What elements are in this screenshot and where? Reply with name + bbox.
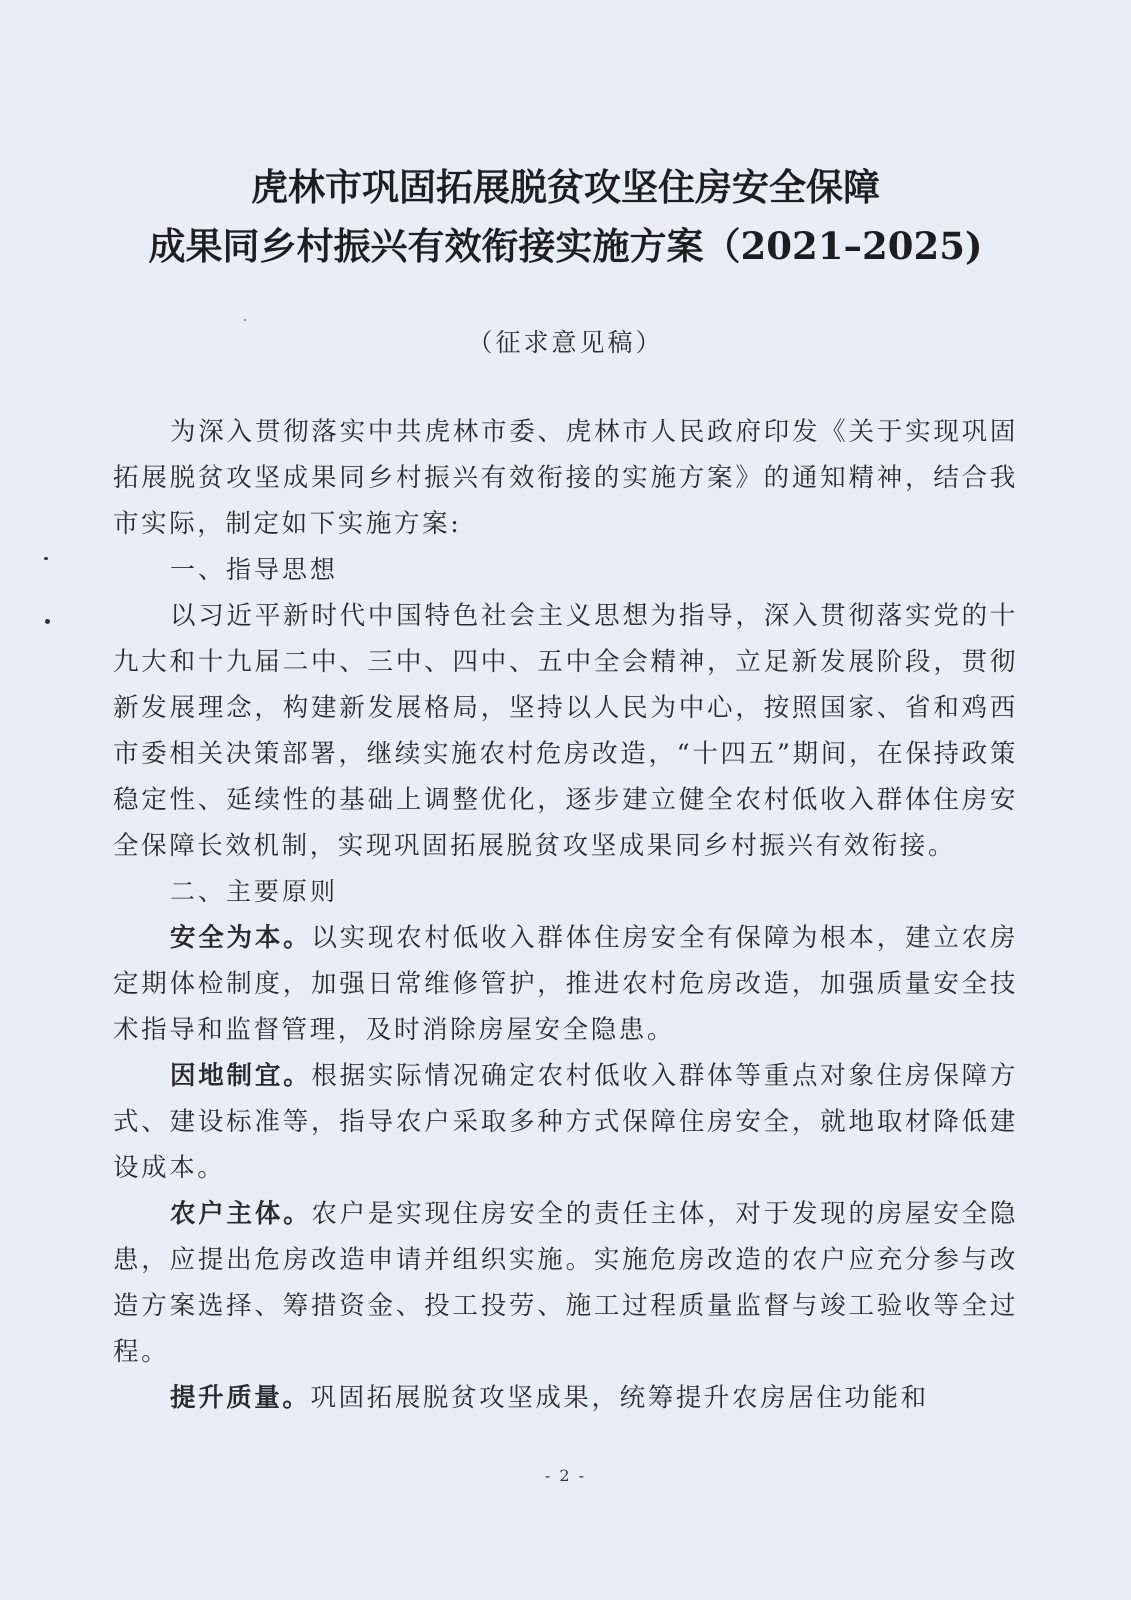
document-title-line-1: 虎林市巩固拓展脱贫攻坚住房安全保障 bbox=[251, 165, 880, 209]
principle-paragraph bbox=[113, 1053, 1018, 1191]
principle-paragraph bbox=[113, 1375, 1018, 1421]
principle-text: 根据实际情况确定农村低收入群体等重点对象住房保障方式、建设标准等，指导农户采取多种方式保障住房安全，就地取材降低建设成本。 bbox=[113, 1061, 1018, 1183]
scan-speck bbox=[45, 619, 50, 624]
principle-paragraph bbox=[113, 1191, 1018, 1375]
scan-speck bbox=[244, 319, 246, 321]
page-number: - 2 - bbox=[544, 1466, 587, 1485]
document-title-line-2: 成果同乡村振兴有效衔接实施方案（2021–2025) bbox=[148, 224, 983, 268]
document-body bbox=[113, 409, 1018, 1421]
principle-paragraph bbox=[113, 915, 1018, 1053]
section-heading-main-principles: 二、主要原则 bbox=[170, 877, 339, 906]
principle-lead: 农户主体。 bbox=[170, 1199, 312, 1229]
principle-text: 农户是实现住房安全的责任主体，对于发现的房屋安全隐患，应提出危房改造申请并组织实施。实施危房改造的农户应充分参与改造方案选择、筹措资金、投工投劳、施工过程质量监督与竣工验收等全过程。 bbox=[113, 1199, 1018, 1367]
document-subtitle: （征求意见稿） bbox=[467, 328, 664, 357]
principle-lead: 提升质量。 bbox=[170, 1383, 311, 1413]
guiding-ideology-paragraph: 以习近平新时代中国特色社会主义思想为指导，深入贯彻落实党的十九大和十九届二中、三中、四中、五中全会精神，立足新发展阶段，贯彻新发展理念，构建新发展格局，坚持以人民为中心，按照国家、省和鸡西市委相关决策部署，继续实施农村危房改造，“十四五”期间，在保持政策稳定性、延续性的基础上调整优化，逐步建立健全农村低收入群体住房安全保障长效机制，实现巩固拓展脱贫攻坚成果同乡村振兴有效衔接。 bbox=[113, 601, 1018, 861]
principle-text: 以实现农村低收入群体住房安全有保障为根本，建立农房定期体检制度，加强日常维修管护，推进农村危房改造，加强质量安全技术指导和监督管理，及时消除房屋安全隐患。 bbox=[113, 923, 1018, 1045]
section-heading-guiding-ideology: 一、指导思想 bbox=[170, 555, 339, 584]
scan-speck bbox=[44, 557, 48, 560]
principle-text: 巩固拓展脱贫攻坚成果，统筹提升农房居住功能和 bbox=[310, 1383, 929, 1413]
principle-lead: 安全为本。 bbox=[170, 923, 312, 953]
intro-paragraph: 为深入贯彻落实中共虎林市委、虎林市人民政府印发《关于实现巩固拓展脱贫攻坚成果同乡村振兴有效衔接的实施方案》的通知精神，结合我市实际，制定如下实施方案: bbox=[113, 417, 1018, 539]
principle-lead: 因地制宜。 bbox=[170, 1061, 312, 1091]
